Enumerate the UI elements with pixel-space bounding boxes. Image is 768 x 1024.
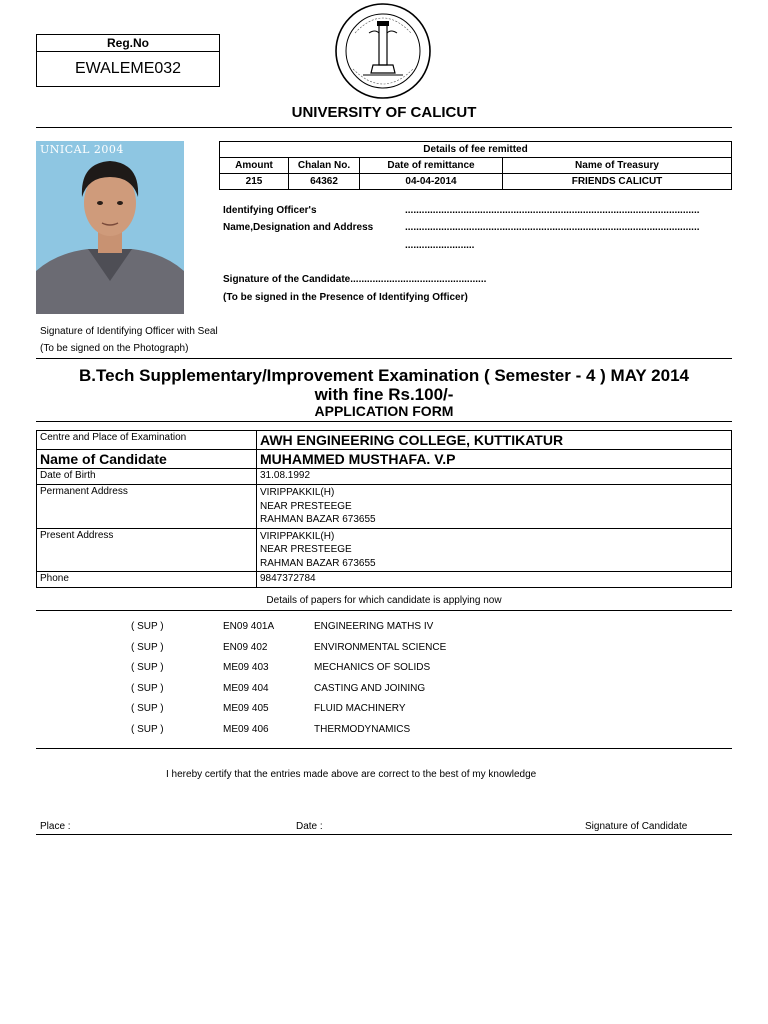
reg-no-box bbox=[36, 34, 220, 87]
candidate-signature-line: Signature of the Candidate................................................. bbox=[223, 274, 487, 285]
paper-type: ( SUP ) bbox=[131, 621, 164, 632]
fee-header-chalan: Chalan No. bbox=[289, 158, 360, 174]
place-label: Place : bbox=[40, 821, 71, 832]
dob-label: Date of Birth bbox=[37, 469, 257, 485]
paper-type: ( SUP ) bbox=[131, 723, 164, 735]
paper-type: ( SUP ) bbox=[131, 662, 164, 674]
permanent-address-value bbox=[257, 485, 732, 529]
signature-note: (To be signed in the Presence of Identifying Officer) bbox=[223, 292, 468, 303]
paper-code: ME09 405 bbox=[223, 703, 269, 715]
fee-date: 04-04-2014 bbox=[360, 174, 503, 190]
present-address-value bbox=[257, 528, 732, 572]
fee-header-amount: Amount bbox=[220, 158, 289, 174]
date-label: Date : bbox=[296, 821, 323, 832]
present-address-label: Present Address bbox=[37, 528, 257, 572]
fee-header-treasury: Name of Treasury bbox=[503, 158, 732, 174]
paper-row bbox=[0, 662, 768, 683]
paper-row bbox=[0, 724, 768, 745]
paper-code: ME09 403 bbox=[223, 662, 269, 674]
paper-type: ( SUP ) bbox=[131, 682, 164, 694]
paper-code: EN09 402 bbox=[223, 641, 268, 653]
fee-amount: 215 bbox=[220, 174, 289, 190]
paper-code: ME09 406 bbox=[223, 723, 269, 735]
officer-label-1: Identifying Officer's bbox=[223, 205, 317, 216]
divider bbox=[36, 127, 732, 128]
paper-row bbox=[0, 621, 768, 642]
paper-type: ( SUP ) bbox=[131, 641, 164, 653]
fee-table bbox=[219, 141, 732, 190]
phone-value: 9847372784 bbox=[257, 572, 732, 588]
paper-row bbox=[0, 642, 768, 663]
candidate-name-label: Name of Candidate bbox=[37, 450, 257, 469]
divider bbox=[36, 421, 732, 422]
papers-heading: Details of papers for which candidate is applying now bbox=[266, 595, 502, 606]
photo-sign-note: (To be signed on the Photograph) bbox=[40, 343, 189, 354]
address-line: VIRIPPAKKIL(H) bbox=[260, 487, 335, 498]
university-name: UNIVERSITY OF CALICUT bbox=[291, 104, 477, 121]
paper-name: FLUID MACHINERY bbox=[314, 703, 406, 715]
university-seal-icon bbox=[333, 3, 433, 99]
dob-value: 31.08.1992 bbox=[257, 469, 732, 485]
address-line: RAHMAN BAZAR 673655 bbox=[260, 514, 376, 525]
address-line: NEAR PRESTEEGE bbox=[260, 544, 352, 555]
officer-dots-1: .......................................................................................................... bbox=[405, 205, 700, 216]
candidate-photo bbox=[36, 141, 184, 314]
paper-row bbox=[0, 703, 768, 724]
exam-title bbox=[0, 366, 768, 404]
paper-code: ME09 404 bbox=[223, 682, 269, 694]
exam-title-line-2: with fine Rs.100/- bbox=[314, 385, 454, 404]
divider bbox=[36, 358, 732, 359]
address-line: VIRIPPAKKIL(H) bbox=[260, 530, 335, 542]
paper-name: CASTING AND JOINING bbox=[314, 682, 426, 694]
candidate-details-table bbox=[36, 430, 732, 588]
officer-dots-3: ......................... bbox=[405, 240, 475, 251]
candidate-name-value: MUHAMMED MUSTHAFA. V.P bbox=[257, 450, 732, 469]
phone-label: Phone bbox=[37, 572, 257, 588]
declaration: I hereby certify that the entries made above are correct to the best of my knowledge bbox=[166, 769, 537, 780]
paper-name: ENGINEERING MATHS IV bbox=[314, 621, 434, 632]
address-line: RAHMAN BAZAR 673655 bbox=[260, 557, 376, 569]
exam-title-line-1: B.Tech Supplementary/Improvement Examination ( Semester - 4 ) MAY 2014 bbox=[79, 366, 689, 385]
paper-name: ENVIRONMENTAL SCIENCE bbox=[314, 641, 447, 653]
papers-list bbox=[0, 621, 768, 745]
address-line: NEAR PRESTEEGE bbox=[260, 500, 352, 512]
form-title: APPLICATION FORM bbox=[314, 403, 454, 419]
permanent-address-label: Permanent Address bbox=[37, 485, 257, 529]
reg-no-label: Reg.No bbox=[37, 35, 219, 52]
candidate-signature-label: Signature of Candidate bbox=[585, 821, 688, 832]
paper-name: MECHANICS OF SOLIDS bbox=[314, 662, 431, 674]
centre-label: Centre and Place of Examination bbox=[37, 431, 257, 450]
officer-label-2: Name,Designation and Address bbox=[223, 222, 374, 233]
photo-watermark: UNICAL 2004 bbox=[40, 143, 124, 156]
paper-type: ( SUP ) bbox=[131, 703, 164, 715]
divider bbox=[36, 748, 732, 749]
centre-value: AWH ENGINEERING COLLEGE, KUTTIKATUR bbox=[257, 431, 732, 450]
fee-heading: Details of fee remitted bbox=[220, 142, 732, 158]
officer-dots-2: .......................................................................................................... bbox=[405, 222, 700, 233]
divider bbox=[36, 610, 732, 611]
paper-name: THERMODYNAMICS bbox=[314, 723, 411, 735]
divider bbox=[36, 834, 732, 835]
officer-seal-label: Signature of Identifying Officer with Seal bbox=[40, 326, 218, 337]
paper-row bbox=[0, 683, 768, 704]
fee-chalan: 64362 bbox=[289, 174, 360, 190]
fee-header-date: Date of remittance bbox=[360, 158, 503, 174]
fee-treasury: FRIENDS CALICUT bbox=[503, 174, 732, 190]
reg-no-value: EWALEME032 bbox=[74, 60, 182, 77]
paper-code: EN09 401A bbox=[223, 621, 275, 632]
